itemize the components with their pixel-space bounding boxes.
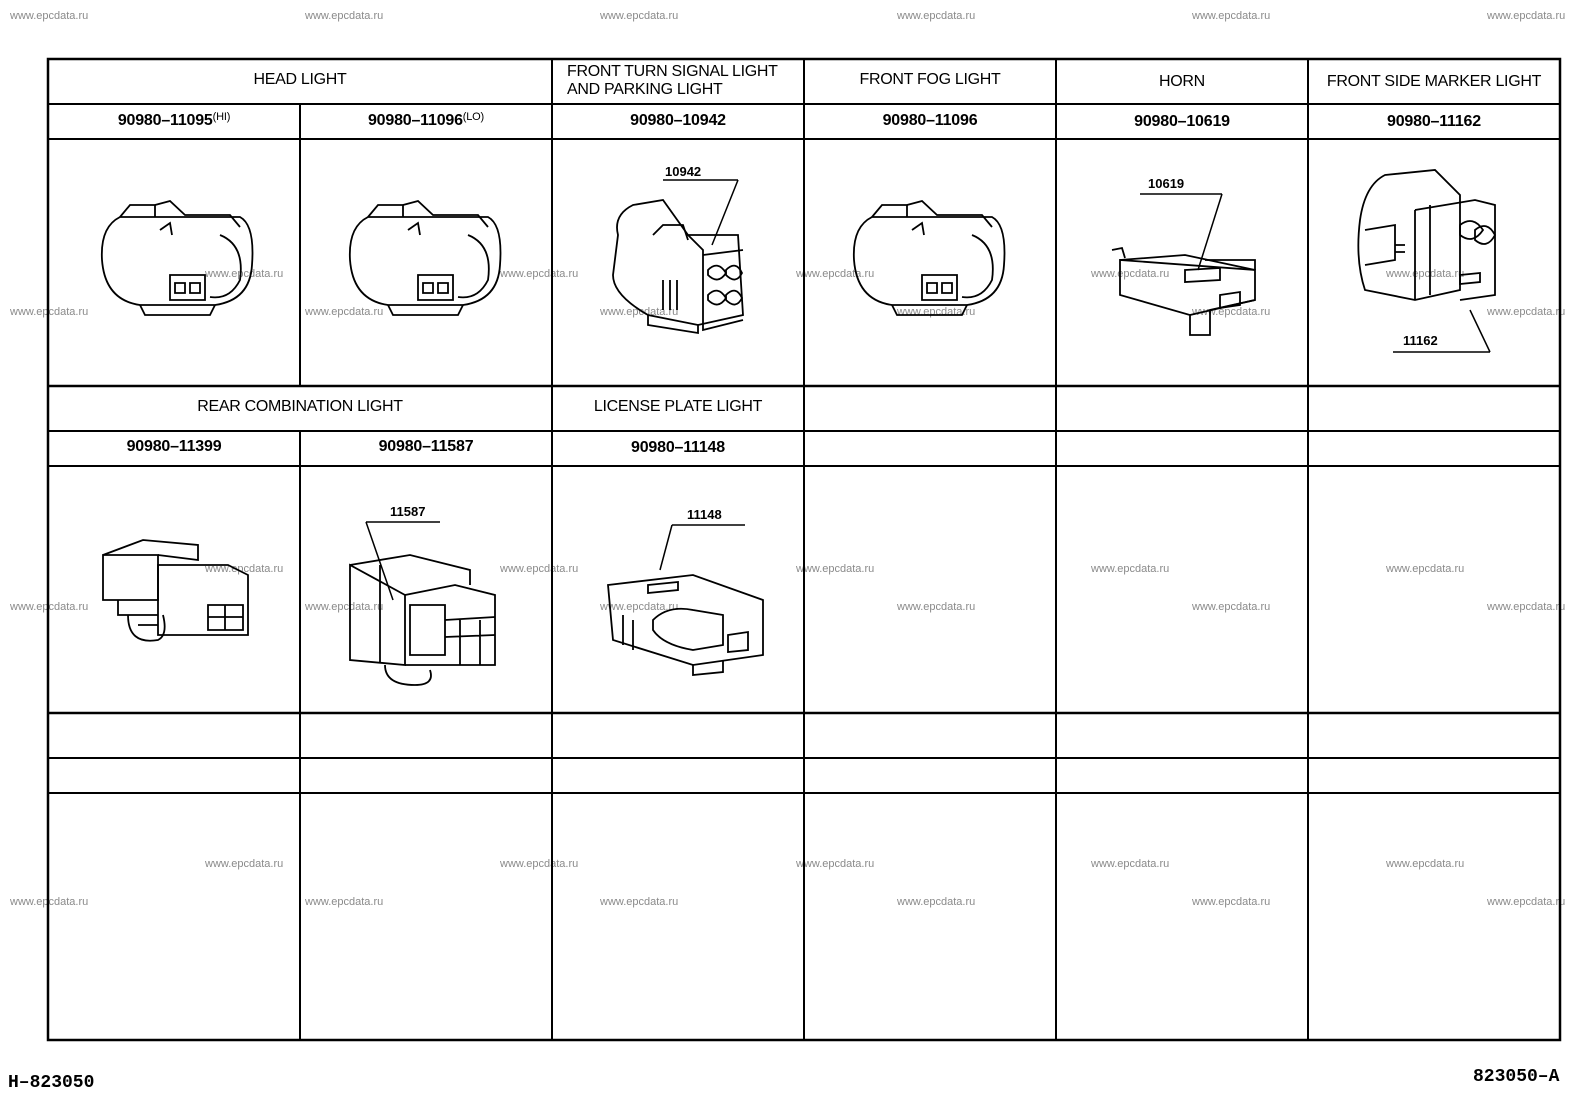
watermark: www.epcdata.ru: [897, 601, 976, 613]
header-head-light: HEAD LIGHT: [253, 71, 347, 88]
watermark: www.epcdata.ru: [10, 10, 89, 22]
callout-11162: 11162: [1403, 333, 1438, 348]
header-front-fog-light: FRONT FOG LIGHT: [859, 71, 1001, 88]
watermark: www.epcdata.ru: [205, 858, 284, 870]
diagram-code-right: 823050–A: [1473, 1067, 1560, 1087]
watermark: www.epcdata.ru: [1192, 306, 1271, 318]
part-number-10942: 90980–10942: [630, 112, 726, 129]
watermark: www.epcdata.ru: [1487, 601, 1566, 613]
watermark: www.epcdata.ru: [1091, 563, 1170, 575]
watermark: www.epcdata.ru: [205, 268, 284, 280]
part-number-lo-suffix: (LO): [462, 111, 484, 123]
watermark: www.epcdata.ru: [305, 896, 384, 908]
watermark: www.epcdata.ru: [205, 563, 284, 575]
watermark: www.epcdata.ru: [796, 858, 875, 870]
table-grid: [48, 59, 1560, 1040]
watermark: www.epcdata.ru: [10, 601, 89, 613]
connector-11399-drawing: [103, 540, 248, 641]
header-front-side-marker: FRONT SIDE MARKER LIGHT: [1326, 73, 1542, 90]
watermark: www.epcdata.ru: [1192, 10, 1271, 22]
connector-11096-lo-drawing: [350, 201, 501, 315]
watermark: www.epcdata.ru: [897, 896, 976, 908]
watermark: www.epcdata.ru: [1386, 268, 1465, 280]
leader-11148: [660, 525, 672, 570]
watermark: www.epcdata.ru: [305, 601, 384, 613]
watermark: www.epcdata.ru: [1487, 306, 1566, 318]
callout-10942: 10942: [665, 164, 702, 179]
callout-11148: 11148: [687, 507, 722, 522]
diagram-code-left: H–823050: [8, 1073, 95, 1093]
watermark: www.epcdata.ru: [1386, 858, 1465, 870]
part-number-11399: 90980–11399: [126, 438, 222, 455]
watermark: www.epcdata.ru: [1192, 896, 1271, 908]
watermark: www.epcdata.ru: [1487, 896, 1566, 908]
watermark: www.epcdata.ru: [1386, 563, 1465, 575]
leader-10619: [1198, 194, 1222, 270]
watermark: www.epcdata.ru: [10, 306, 89, 318]
callout-10619: 10619: [1148, 176, 1185, 191]
header-horn: HORN: [1159, 73, 1205, 90]
connector-11096-fog-drawing: [854, 201, 1005, 315]
watermark: www.epcdata.ru: [305, 10, 384, 22]
header-front-turn-line2: AND PARKING LIGHT: [567, 81, 723, 98]
watermark: www.epcdata.ru: [10, 896, 89, 908]
part-number-11148: 90980–11148: [631, 439, 725, 456]
part-number-11096-lo: [300, 112, 552, 130]
watermark: www.epcdata.ru: [500, 858, 579, 870]
connector-11095-drawing: [102, 201, 253, 315]
connector-11148-drawing: [608, 575, 763, 675]
header-rear-combination-light: REAR COMBINATION LIGHT: [197, 398, 403, 415]
watermark: www.epcdata.ru: [500, 563, 579, 575]
watermark: www.epcdata.ru: [897, 306, 976, 318]
part-number-11162: 90980–11162: [1387, 113, 1481, 130]
part-number-11587: 90980–11587: [378, 438, 474, 455]
watermark: www.epcdata.ru: [1091, 268, 1170, 280]
part-number-10619: 90980–10619: [1134, 113, 1230, 130]
watermark: www.epcdata.ru: [600, 10, 679, 22]
watermark: www.epcdata.ru: [796, 268, 875, 280]
connector-10942-drawing: [613, 200, 743, 333]
watermark: www.epcdata.ru: [600, 896, 679, 908]
header-license-plate-light: LICENSE PLATE LIGHT: [593, 398, 763, 415]
watermark: www.epcdata.ru: [1192, 601, 1271, 613]
watermark: www.epcdata.ru: [600, 306, 679, 318]
watermark: www.epcdata.ru: [1091, 858, 1170, 870]
watermark: www.epcdata.ru: [305, 306, 384, 318]
part-number-11096-fog: 90980–11096: [882, 112, 978, 129]
callout-11587: 11587: [390, 504, 426, 519]
watermark: www.epcdata.ru: [1487, 10, 1566, 22]
part-number-11095: [48, 112, 300, 130]
header-front-turn-line1: FRONT TURN SIGNAL LIGHT: [567, 63, 778, 80]
header-front-turn-signal: [567, 63, 802, 99]
watermark: www.epcdata.ru: [500, 268, 579, 280]
connector-11587-drawing: [350, 555, 495, 685]
watermark: www.epcdata.ru: [796, 563, 875, 575]
connector-10619-drawing: [1112, 248, 1255, 335]
watermark: www.epcdata.ru: [897, 10, 976, 22]
part-number-11096-lo-text: 90980–11096: [367, 112, 463, 129]
connector-11162-drawing: [1358, 170, 1495, 300]
part-number-hi-suffix: (HI): [212, 111, 231, 123]
leader-11162: [1470, 310, 1490, 352]
watermark: www.epcdata.ru: [600, 601, 679, 613]
part-number-11095-text: 90980–11095: [117, 112, 213, 129]
